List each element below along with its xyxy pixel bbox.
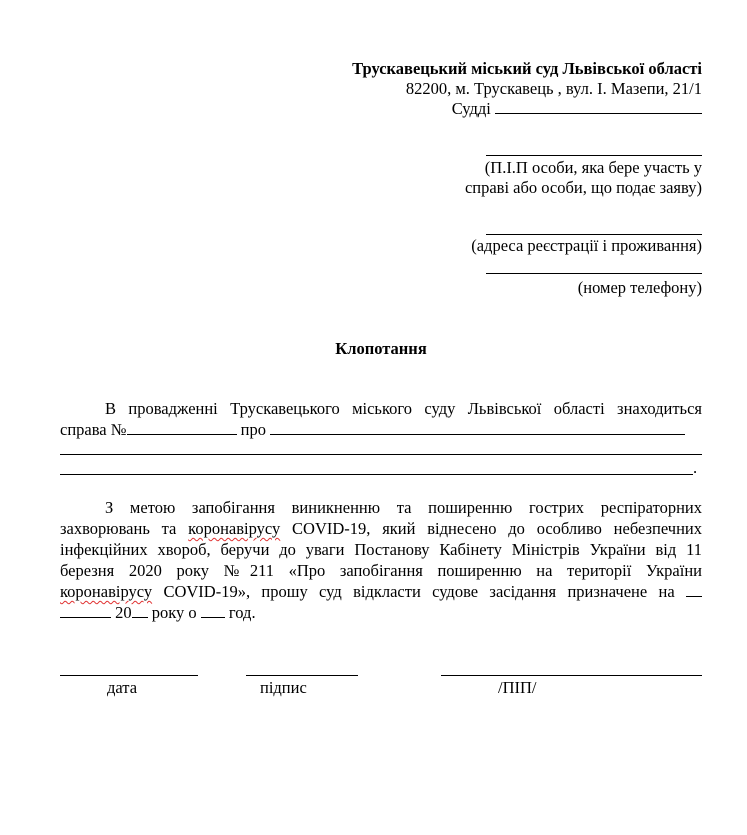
- text: COVID-19, який віднесено до особливо небезпечних: [292, 519, 703, 538]
- address-blank[interactable]: [486, 234, 702, 235]
- p2-line2: [60, 519, 702, 539]
- document-title: Клопотання: [335, 339, 427, 358]
- about-label: про: [240, 420, 266, 439]
- p2-line1: З метою запобігання виникненню та поширенню гострих респіраторних: [105, 498, 702, 517]
- text: 20: [115, 603, 132, 622]
- text: року о: [151, 603, 197, 622]
- phone-blank[interactable]: [486, 273, 702, 274]
- name-blank[interactable]: [441, 675, 702, 676]
- address-caption: (адреса реєстрації і проживання): [471, 236, 702, 255]
- signature-label: підпис: [260, 678, 307, 697]
- case-number-blank[interactable]: [127, 420, 237, 435]
- party-name-blank[interactable]: [486, 155, 702, 156]
- court-address: 82200, м. Трускавець , вул. І. Мазепи, 21/1: [405, 79, 702, 98]
- judge-label: Судді: [451, 99, 491, 118]
- p1-line1: В провадженні Трускавецького міського суду Львівської області знаходиться: [105, 399, 702, 418]
- judge-line: [452, 99, 702, 119]
- name-label: /ПІП/: [498, 678, 537, 697]
- hearing-day-blank[interactable]: [686, 582, 702, 597]
- party-caption-1: (П.І.П особи, яка бере участь у: [484, 158, 702, 177]
- case-number-label: справа №: [60, 420, 127, 439]
- phone-caption: (номер телефону): [577, 278, 702, 297]
- p2-line5: [60, 582, 702, 602]
- case-subject-blank[interactable]: [270, 420, 685, 435]
- misspelled-word[interactable]: коронавірусу: [188, 519, 281, 538]
- p2-line4: березня 2020 року №211 «Про запобігання поширенню на території України: [60, 561, 702, 580]
- case-subject-blank-3[interactable]: [60, 474, 693, 475]
- p2-line3: інфекційних хвороб, беручи до уваги Постанову Кабінету Міністрів України від 11: [60, 540, 702, 559]
- text: захворювань та: [60, 519, 177, 538]
- hearing-year-blank[interactable]: [132, 603, 148, 618]
- case-subject-blank-2[interactable]: [60, 454, 702, 455]
- text: год.: [228, 603, 256, 622]
- misspelled-word[interactable]: коронавірусу: [60, 582, 153, 601]
- p1-line2: [60, 420, 685, 440]
- p2-line6: [60, 603, 256, 623]
- text: COVID-19», прошу суд відкласти судове засідання призначене на: [163, 582, 675, 601]
- period: .: [693, 458, 698, 477]
- judge-blank[interactable]: [495, 99, 702, 114]
- date-label: дата: [107, 678, 138, 697]
- court-name: Трускавецький міський суд Львівської області: [352, 59, 702, 78]
- signature-blank[interactable]: [246, 675, 358, 676]
- hearing-hour-blank[interactable]: [201, 603, 225, 618]
- party-caption-2: справі або особи, що подає заяву): [464, 178, 702, 197]
- hearing-month-blank[interactable]: [60, 603, 111, 618]
- date-blank[interactable]: [60, 675, 198, 676]
